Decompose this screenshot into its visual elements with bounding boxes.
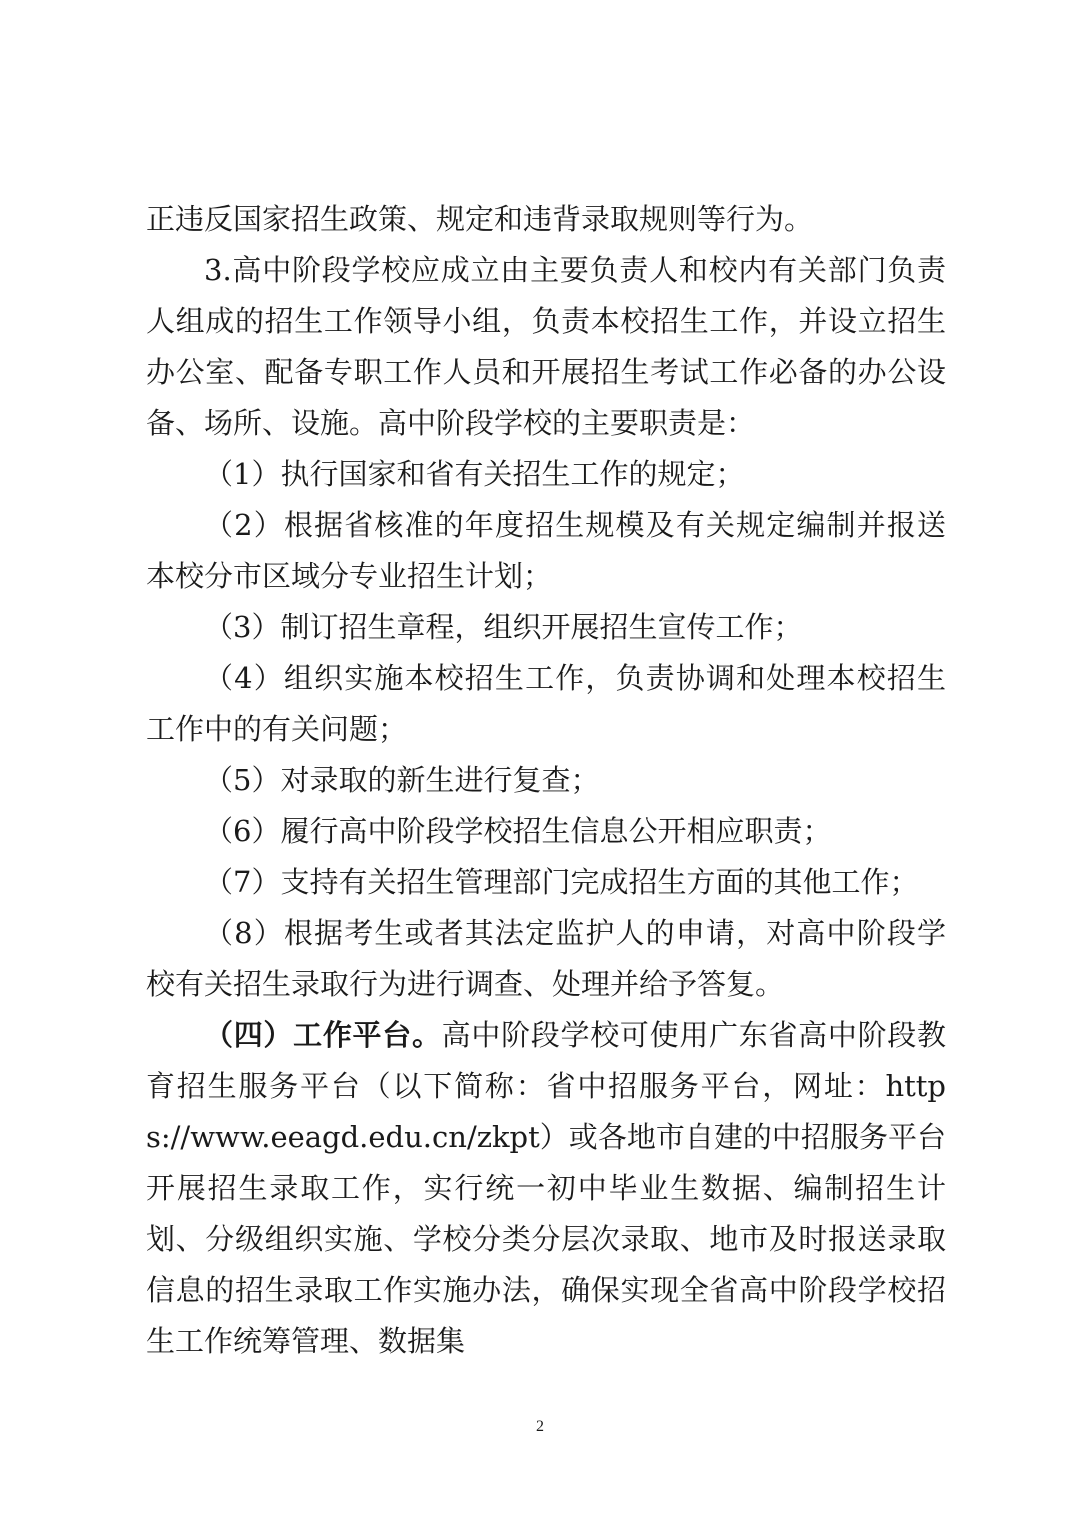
- duty-item-1: （1）执行国家和省有关招生工作的规定；: [204, 457, 745, 491]
- paragraph-continuation: 正违反国家招生政策、规定和违背录取规则等行为。: [146, 202, 814, 236]
- platform-paragraph: [146, 1010, 946, 1367]
- duty-item-4: （4）组织实施本校招生工作，负责协调和处理本校招生工作中的有关问题；: [146, 661, 946, 746]
- page-number: 2: [536, 1418, 544, 1435]
- duty-item-5: （5）对录取的新生进行复查；: [204, 763, 600, 797]
- document-body: [146, 194, 946, 1367]
- duty-item-3: （3）制订招生章程，组织开展招生宣传工作；: [204, 610, 803, 644]
- paragraph-item-3: 3.高中阶段学校应成立由主要负责人和校内有关部门负责人组成的招生工作领导小组，负责本校招生工作，并设立招生办公室、配备专职工作人员和开展招生考试工作必备的办公设备、场所、设施。高中阶段学校的主要职责是：: [146, 253, 946, 440]
- duty-item-6: （6）履行高中阶段学校招生信息公开相应职责；: [204, 814, 832, 848]
- duty-item-2: （2）根据省核准的年度招生规模及有关规定编制并报送本校分市区域分专业招生计划；: [146, 508, 946, 593]
- duty-item-7: （7）支持有关招生管理部门完成招生方面的其他工作；: [204, 865, 919, 899]
- platform-body: 高中阶段学校可使用广东省高中阶段教育招生服务平台（以下简称：省中招服务平台，网址：https://www.eeagd.edu.cn/zkpt）或各地市自建的中招服务平台开展招生录取工作，实行统一初中毕业生数据、编制招生计划、分级组织实施、学校分类分层次录取、地市及时报送录取信息的招生录取工作实施办法，确保实现全省高中阶段学校招生工作统筹管理、数据集: [146, 1018, 946, 1358]
- platform-heading: （四）工作平台。: [204, 1018, 442, 1052]
- duty-item-8: （8）根据考生或者其法定监护人的申请，对高中阶段学校有关招生录取行为进行调查、处理并给予答复。: [146, 916, 946, 1001]
